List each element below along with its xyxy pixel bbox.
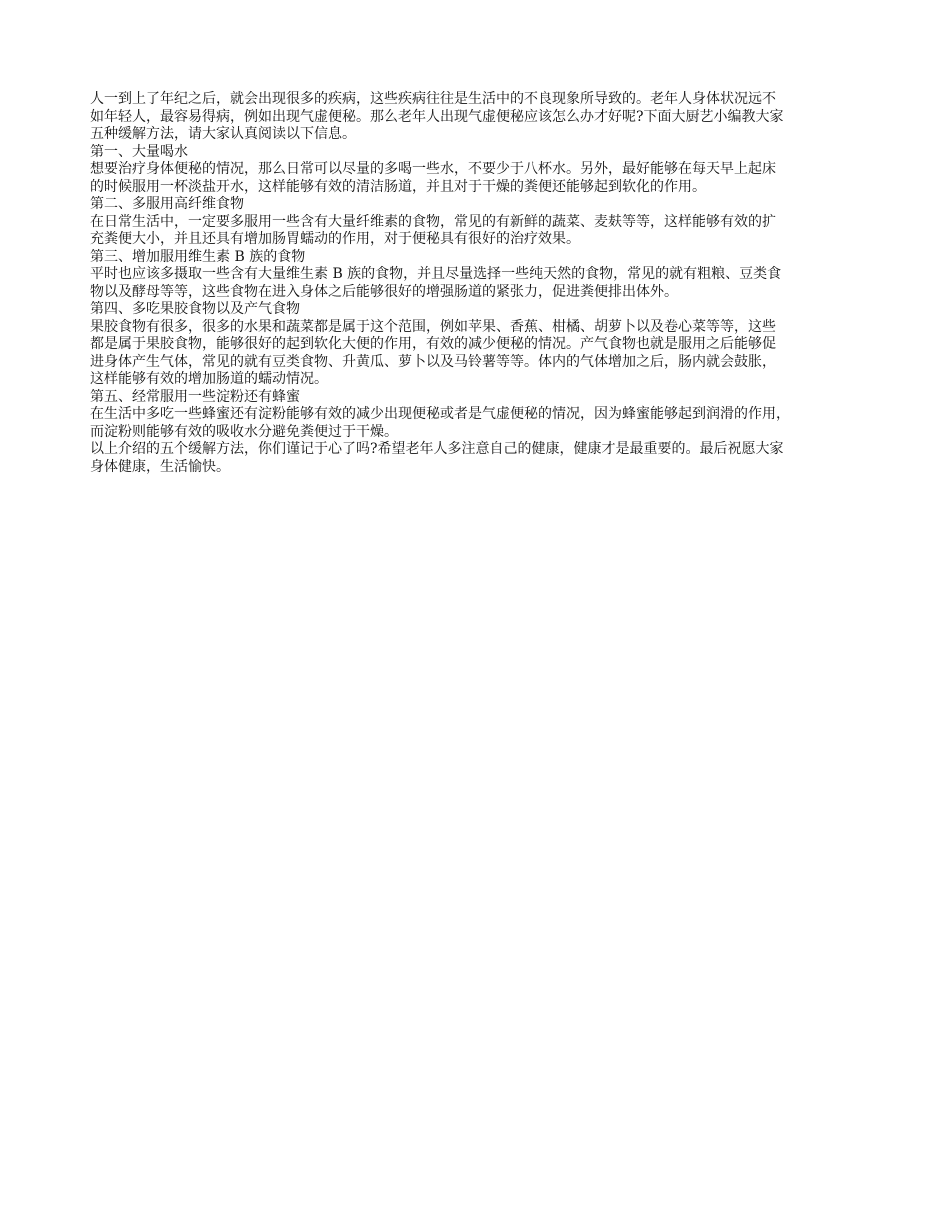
text-line: 果胶食物有很多，很多的水果和蔬菜都是属于这个范围，例如苹果、香蕉、柑橘、胡萝卜以及卷心菜等等，这些 (90, 318, 776, 335)
text-line: 如年轻人，最容易得病，例如出现气虚便秘。那么老年人出现气虚便秘应该怎么办才好呢?下面大厨艺小编教大家 (90, 108, 784, 125)
section-1 (90, 144, 860, 197)
text-line: 的时候服用一杯淡盐开水，这样能够有效的清洁肠道，并且对于干燥的粪便还能够起到软化的作用。 (90, 178, 706, 195)
section-heading: 第二、多服用高纤维食物 (90, 196, 244, 212)
text-line: 物以及酵母等等，这些食物在进入身体之后能够很好的增强肠道的紧张力，促进粪便排出体外。 (90, 283, 678, 300)
text-line: 这样能够有效的增加肠道的蠕动情况。 (90, 371, 328, 387)
section-2 (90, 196, 860, 249)
text-line: 想要治疗身体便秘的情况，那么日常可以尽量的多喝一些水，不要少于八杯水。另外，最好能够在每天早上起床 (90, 161, 776, 177)
text-line: 充粪便大小，并且还具有增加肠胃蠕动的作用，对于便秘具有很好的治疗效果。 (90, 231, 580, 247)
section-5 (90, 389, 860, 442)
text-line: 五种缓解方法，请大家认真阅读以下信息。 (90, 126, 356, 142)
section-heading: 第三、增加服用维生素 B 族的食物 (90, 248, 306, 265)
text-line: 而淀粉则能够有效的吸收水分避免粪便过于干燥。 (90, 423, 398, 440)
text-line: 身体健康，生活愉快。 (90, 458, 230, 475)
intro-paragraph (90, 91, 860, 144)
section-heading: 第一、大量喝水 (90, 143, 188, 160)
section-3 (90, 249, 860, 302)
conclusion-paragraph (90, 441, 860, 476)
text-line: 进身体产生气体，常见的就有豆类食物、升黄瓜、萝卜以及马铃薯等等。体内的气体增加之后，肠内就会鼓胀， (90, 353, 776, 370)
text-line: 以上介绍的五个缓解方法，你们谨记于心了吗?希望老年人多注意自己的健康，健康才是最重要的。最后祝愿大家 (90, 441, 784, 457)
section-heading: 第四、多吃果胶食物以及产气食物 (90, 301, 300, 317)
section-heading: 第五、经常服用一些淀粉还有蜂蜜 (90, 388, 300, 405)
text-line: 在生活中多吃一些蜂蜜还有淀粉能够有效的减少出现便秘或者是气虚便秘的情况，因为蜂蜜能够起到润滑的作用， (90, 406, 790, 422)
section-4 (90, 301, 860, 389)
text-line: 在日常生活中，一定要多服用一些含有大量纤维素的食物，常见的有新鲜的蔬菜、麦麸等等，这样能够有效的扩 (90, 213, 776, 230)
text-line: 都是属于果胶食物，能够很好的起到软化大便的作用，有效的减少便秘的情况。产气食物也就是服用之后能够促 (90, 336, 776, 352)
text-line: 平时也应该多摄取一些含有大量维生素 B 族的食物，并且尽量选择一些纯天然的食物，常见的就有粗粮、豆类食 (90, 266, 782, 282)
article-body (90, 91, 860, 476)
text-line: 人一到上了年纪之后，就会出现很多的疾病，这些疾病往往是生活中的不良现象所导致的。老年人身体状况远不 (90, 91, 776, 107)
